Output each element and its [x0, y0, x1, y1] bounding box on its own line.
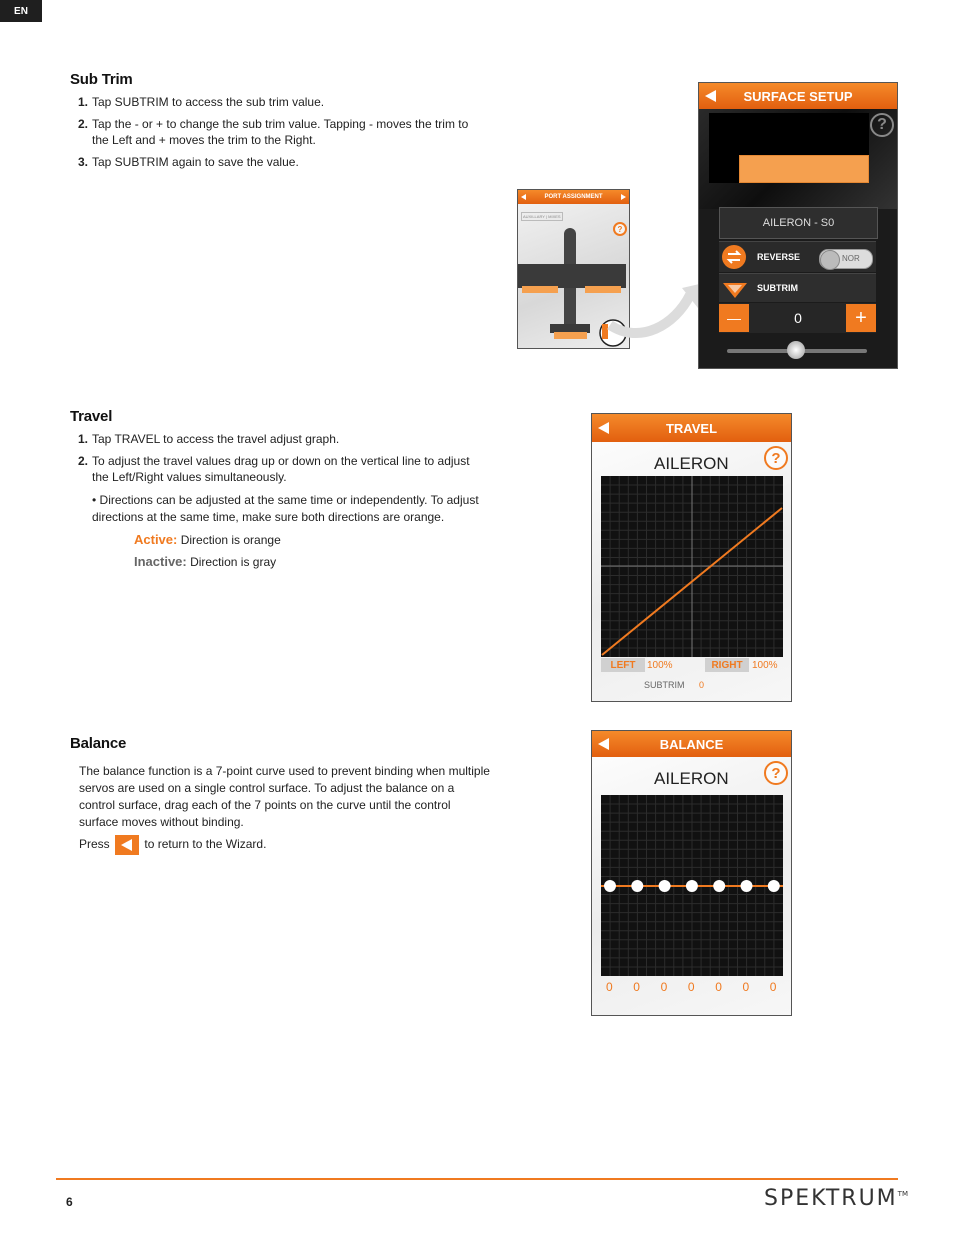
balance-point [631, 880, 643, 892]
toggle-state: NOR [842, 254, 860, 263]
inactive-label: Inactive: [134, 554, 187, 569]
travel-header [592, 414, 791, 442]
surface-indicator [739, 155, 869, 183]
back-button-icon [115, 835, 139, 855]
page-number: 6 [66, 1195, 73, 1209]
forward-arrow-icon[interactable] [621, 194, 626, 200]
reverse-row[interactable] [719, 241, 876, 272]
footer-divider [56, 1178, 898, 1180]
channel-label[interactable]: AILERON - S0 [719, 207, 878, 239]
press-after: to return to the Wizard. [144, 837, 267, 852]
balance-point-value: 0 [769, 980, 777, 994]
help-icon[interactable]: ? [764, 761, 788, 785]
toggle-knob [820, 250, 840, 270]
balance-point-value: 0 [742, 980, 750, 994]
channel-title: AILERON [654, 769, 729, 788]
inactive-text: Direction is gray [190, 555, 277, 569]
slider-knob[interactable] [787, 341, 805, 359]
port-assignment-header [518, 190, 629, 204]
list-item: 2. To adjust the travel values drag up or down on the vertical line to adjust the Left/Right values simultaneously. [78, 454, 470, 484]
screen-title: PORT ASSIGNMENT [544, 194, 603, 200]
balance-point [741, 880, 753, 892]
minus-button[interactable]: — [719, 304, 749, 332]
reverse-icon [722, 245, 746, 269]
screen-title: TRAVEL [665, 420, 718, 436]
subtrim-label: SUBTRIM [644, 680, 685, 690]
subtrim-steps [70, 94, 475, 176]
active-label: Active: [134, 532, 178, 547]
brand-logo: SPEKTRUM™ [764, 1186, 908, 1211]
help-icon[interactable]: ? [613, 222, 627, 236]
subtrim-heading: Sub Trim [70, 71, 133, 88]
subtrim-stepper [719, 303, 876, 333]
balance-point [768, 880, 780, 892]
travel-bullet: • Directions can be adjusted at the same time or independently. To adjust directions at the same time, make sure both directions are orange. [92, 493, 479, 524]
surface-setup-header [699, 83, 897, 109]
right-value: 100% [752, 660, 778, 671]
balance-point-value: 0 [606, 980, 613, 994]
list-item: 1. Tap TRAVEL to access the travel adjust graph. [78, 432, 340, 446]
travel-steps [70, 431, 475, 491]
travel-graph[interactable] [601, 476, 783, 657]
reverse-label: REVERSE [757, 252, 801, 262]
balance-point-value: 0 [660, 980, 668, 994]
reverse-toggle[interactable] [819, 249, 873, 269]
channel-title: AILERON [654, 454, 729, 473]
inactive-note [134, 553, 276, 571]
left-direction-button[interactable]: LEFT [601, 658, 645, 672]
screen-title: SURFACE SETUP [743, 88, 853, 104]
travel-screen [591, 413, 792, 702]
back-arrow-icon[interactable] [598, 738, 609, 750]
balance-point [659, 880, 671, 892]
subtrim-row[interactable] [719, 273, 876, 302]
language-tab: EN [0, 0, 42, 22]
balance-paragraph: The balance function is a 7-point curve used to prevent binding when multiple servos are used on a single control surface. To adjust the balance on a control surface, drag each of the 7 points on the curve until the control surface moves without binding. [79, 764, 490, 829]
help-icon[interactable]: ? [870, 113, 894, 137]
subtrim-value: 0 [794, 310, 802, 326]
subtrim-icon [722, 277, 748, 299]
press-before: Press [79, 837, 110, 852]
balance-heading: Balance [70, 735, 127, 752]
aux-mixes-tab[interactable]: AUXILLARY | MIXES [523, 214, 561, 219]
balance-screen [591, 730, 792, 1016]
balance-point [713, 880, 725, 892]
balance-graph[interactable] [601, 795, 783, 976]
screen-title: BALANCE [659, 736, 724, 752]
surface-setup-screen [698, 82, 898, 369]
back-arrow-icon[interactable] [598, 422, 609, 434]
balance-point [604, 880, 616, 892]
list-item: 3. Tap SUBTRIM again to save the value. [78, 155, 299, 169]
right-direction-button[interactable]: RIGHT [705, 658, 749, 672]
left-value: 100% [647, 660, 673, 671]
balance-point-value: 0 [687, 980, 695, 994]
subtrim-value: 0 [699, 680, 705, 690]
subtrim-label: SUBTRIM [757, 283, 798, 293]
balance-point-value: 0 [633, 980, 640, 994]
help-icon[interactable]: ? [764, 446, 788, 470]
travel-heading: Travel [70, 408, 113, 425]
active-note [134, 531, 281, 549]
list-item: 2. Tap the - or + to change the sub trim value. Tapping - moves the trim to the Left and + moves the trim to the Right. [78, 117, 469, 147]
press-note [79, 835, 266, 855]
balance-header [592, 731, 791, 757]
plus-button[interactable]: + [846, 304, 876, 332]
active-text: Direction is orange [180, 533, 281, 547]
back-arrow-icon[interactable] [705, 90, 716, 102]
balance-point-value: 0 [715, 980, 722, 994]
back-arrow-icon[interactable] [521, 194, 526, 200]
list-item: 1. Tap SUBTRIM to access the sub trim value. [78, 95, 325, 109]
balance-point [686, 880, 698, 892]
